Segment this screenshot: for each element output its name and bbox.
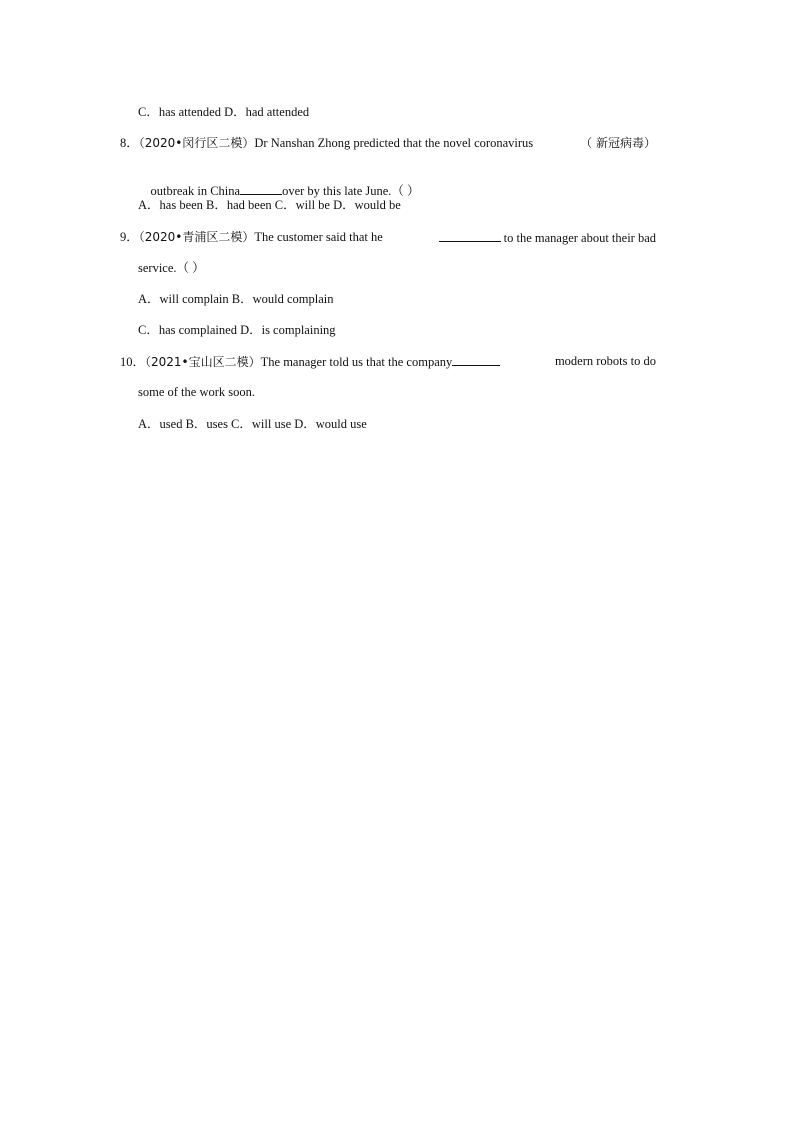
q10-stem-line2: some of the work soon. [138,385,255,399]
q10-stem-line1 [120,353,656,370]
q9-stem-part1: The customer said that he [254,230,383,244]
q8-source: （2020•闵行区二模） [138,136,255,150]
q8-stem-part3: over by this late June.（ ） [282,184,420,198]
q8-number: 8． [120,136,139,150]
q8-options: A．has been B．had been C．will be D．would be [138,198,401,212]
q9-options-cd: C．has complained D．is complaining [138,323,336,337]
q9-stem-part2: to the manager about their bad [503,231,656,245]
q9-stem-line1 [120,229,656,246]
q9-stem-line2: service.（ ） [138,261,205,275]
q9-number: 9． [120,230,139,244]
q8-stem-part1: Dr Nanshan Zhong predicted that the novel coronavirus [254,136,534,150]
q10-stem-part2: modern robots to do [554,354,656,368]
q8-gloss: （ 新冠病毒） [580,136,656,150]
q9-source: （2020•青浦区二模） [138,230,255,244]
q10-number: 10． [120,355,146,369]
q8-answer-blank [240,182,282,195]
q10-options: A．used B．uses C．will use D．would use [138,417,367,431]
q8-stem-line1 [120,135,656,151]
q9-answer-blank [439,229,501,242]
q9-options-ab: A．will complain B．would complain [138,292,334,306]
q7-options-cd: C．has attended D．had attended [138,105,310,119]
q8-stem-part2: outbreak in China [150,184,241,198]
q10-stem-part1: The manager told us that the company [260,355,453,369]
q10-answer-blank [452,353,500,366]
q10-source: （2021•宝山区二模） [145,355,261,369]
